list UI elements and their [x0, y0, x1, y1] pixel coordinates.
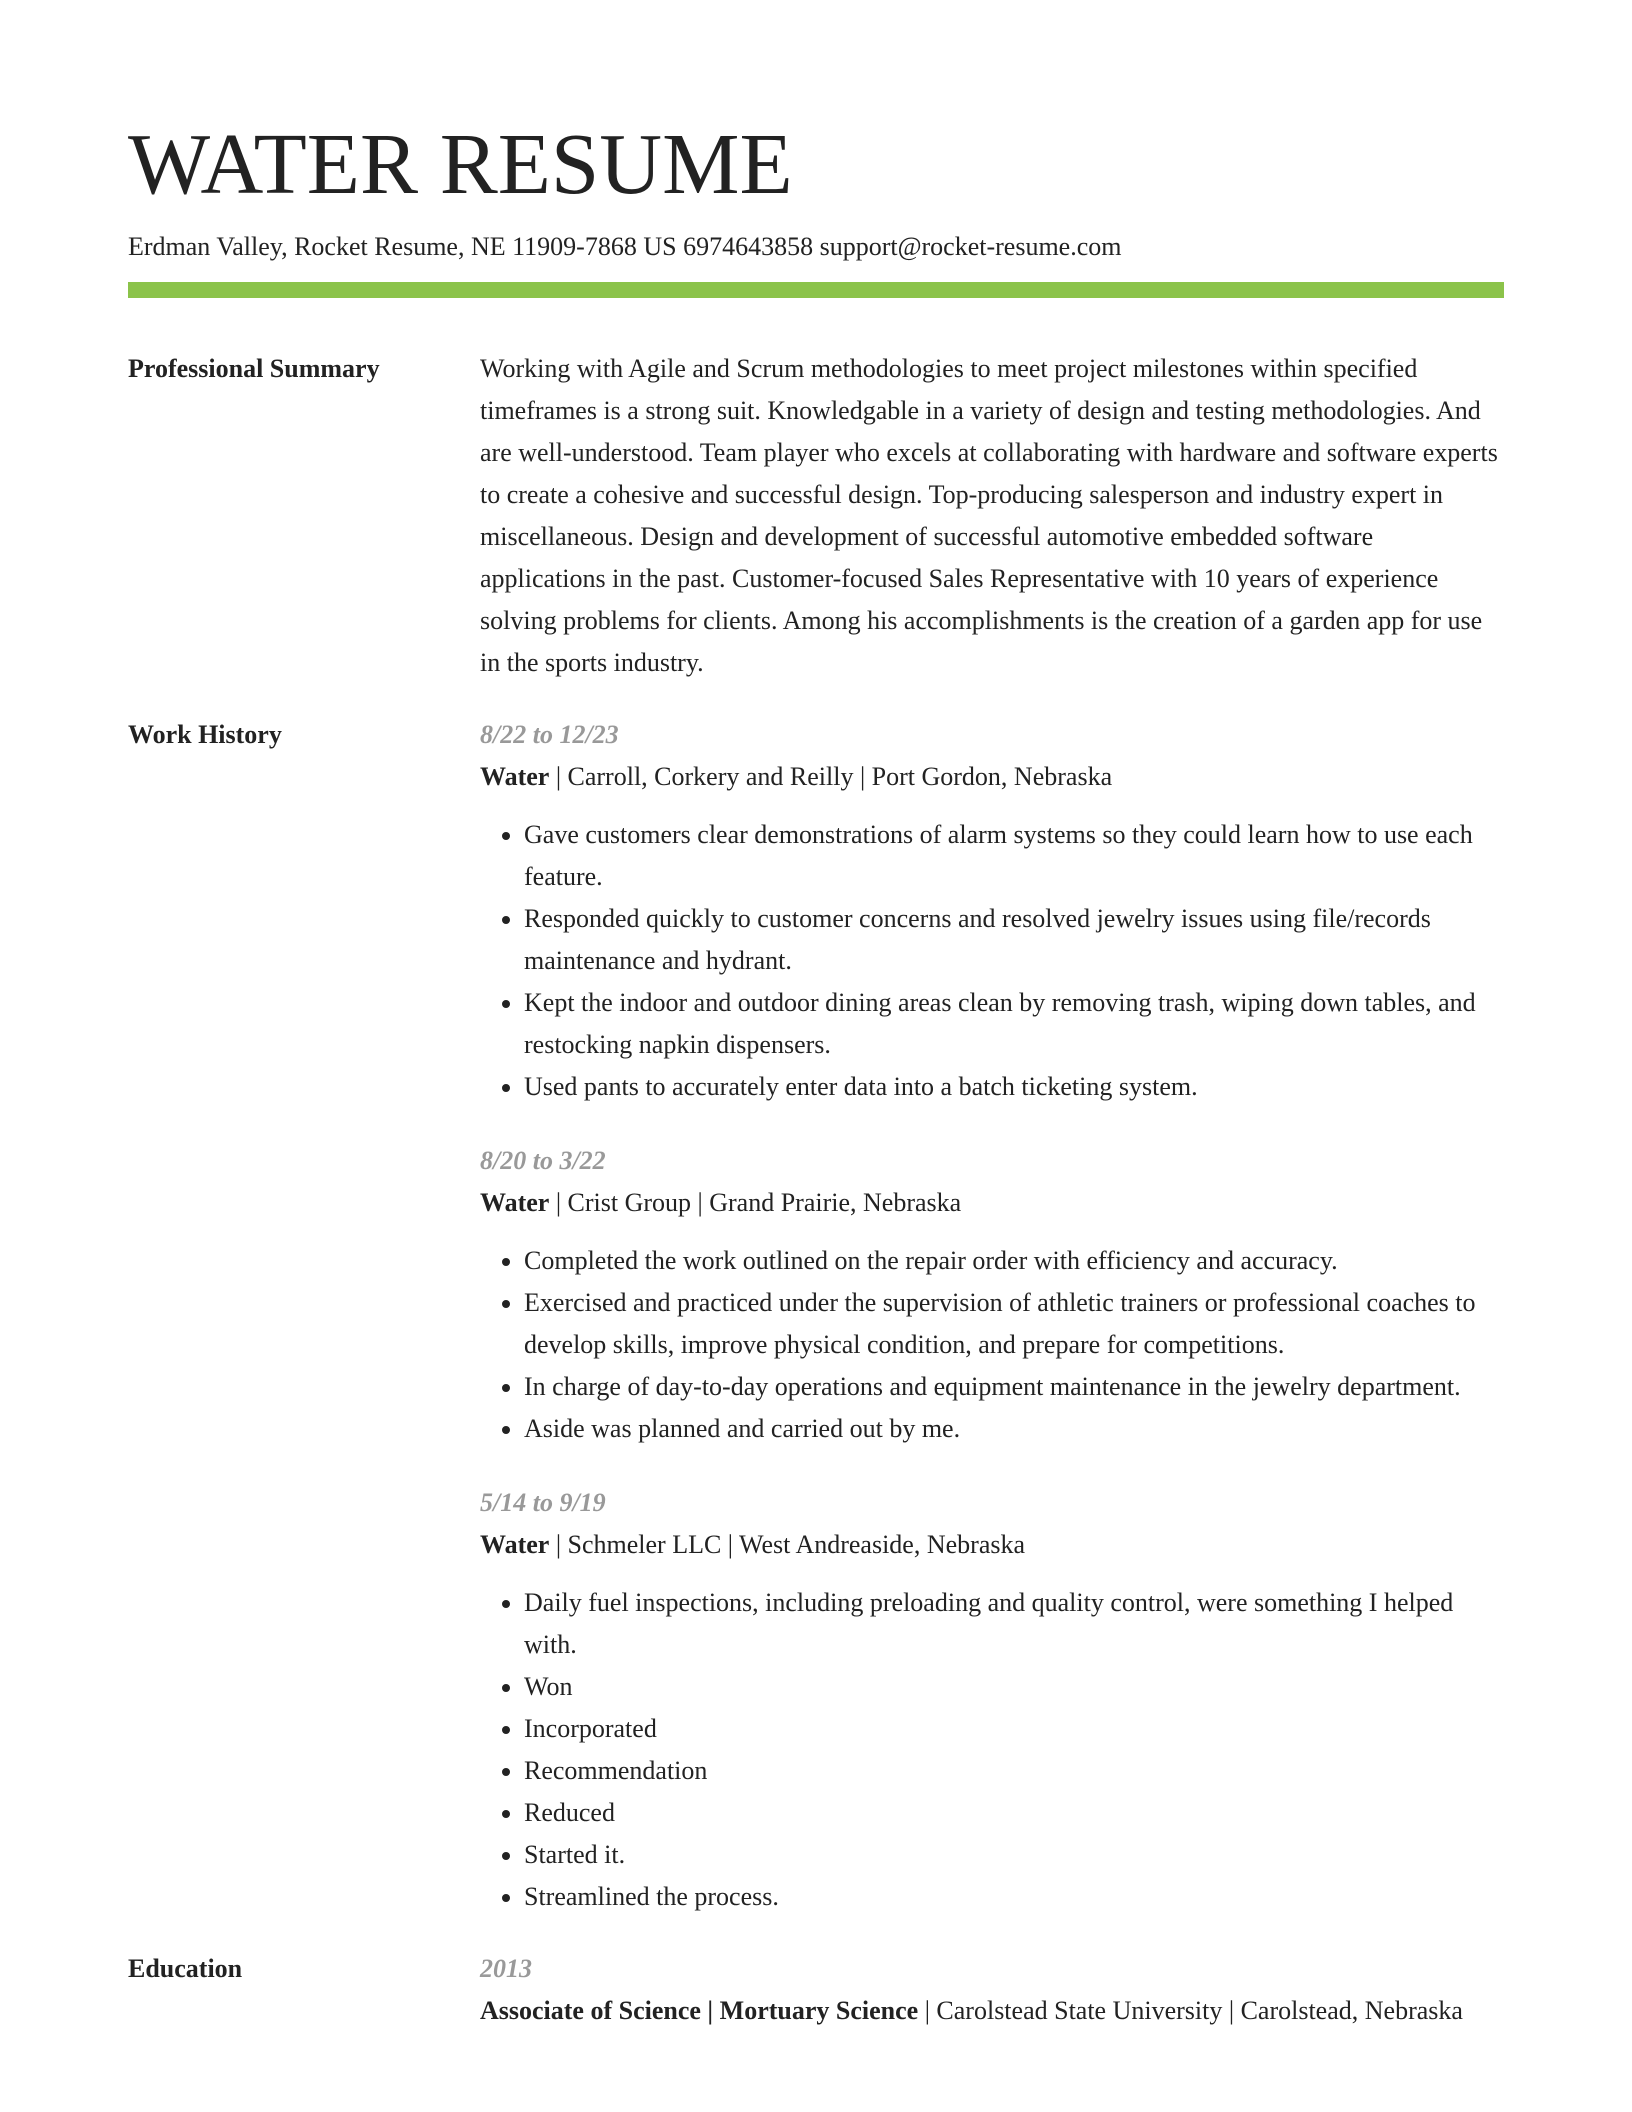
job-entry — [480, 1140, 1504, 1450]
contact-line — [128, 229, 1504, 265]
education-year: 2013 — [480, 1953, 532, 1983]
work-history-body — [480, 714, 1504, 1918]
job-entry — [480, 1482, 1504, 1918]
education-label: Education — [128, 1953, 243, 1983]
job-bullets — [480, 1240, 1504, 1450]
job-bullets — [480, 1582, 1504, 1918]
job-heading — [480, 756, 1504, 798]
education-body — [480, 1948, 1504, 2032]
job-bullet: • Used pants to accurately enter data into a batch ticketing system. — [524, 1066, 1504, 1108]
header-divider — [128, 282, 1504, 298]
job-dates: 8/20 to 3/22 — [480, 1145, 606, 1175]
education-section — [128, 1948, 1504, 2032]
job-title: Water — [480, 761, 550, 791]
contact-address: Erdman Valley, Rocket Resume, NE 11909-7868 US — [128, 232, 677, 262]
summary-text: Working with Agile and Scrum methodologies to meet project milestones within specified timeframes is a strong suit. Knowledgable in a variety of design and testing methodologies. And are well-understood. Team player who excels at collaborating with hardware and software experts to create a cohesive and successful design. Top-producing salesperson and industry expert in miscellaneous. Design and development of successful automotive embedded software applications in the past. Customer-focused Sales Representative with 10 years of experience solving problems for clients. Among his accomplishments is the creation of a garden app for use in the sports industry. — [480, 353, 1498, 677]
job-details: | Carroll, Corkery and Reilly | Port Gordon, Nebraska — [549, 761, 1113, 791]
job-bullet: • Aside was planned and carried out by me. — [524, 1408, 1504, 1450]
work-history-label: Work History — [128, 719, 282, 749]
job-dates: 5/14 to 9/19 — [480, 1487, 606, 1517]
job-bullet: • Won — [524, 1666, 1504, 1708]
work-history-section — [128, 714, 1504, 1918]
education-entry — [480, 1948, 1504, 2032]
job-bullet: • Streamlined the process. — [524, 1876, 1504, 1918]
job-bullet: • Gave customers clear demonstrations of alarm systems so they could learn how to use each feature. — [524, 814, 1504, 898]
job-bullet: • Responded quickly to customer concerns and resolved jewelry issues using file/records maintenance and hydrant. — [524, 898, 1504, 982]
job-dates: 8/22 to 12/23 — [480, 719, 619, 749]
education-details: | Carolstead State University | Carolstead, Nebraska — [918, 1995, 1463, 2025]
job-bullet: • Recommendation — [524, 1750, 1504, 1792]
job-bullet: • Exercised and practiced under the supervision of athletic trainers or professional coaches to develop skills, improve physical condition, and prepare for competitions. — [524, 1282, 1504, 1366]
job-heading — [480, 1524, 1504, 1566]
job-details: | Crist Group | Grand Prairie, Nebraska — [549, 1187, 962, 1217]
summary-label: Professional Summary — [128, 353, 380, 383]
job-bullets — [480, 814, 1504, 1108]
resume-name: WATER RESUME — [128, 115, 793, 212]
job-bullet: • In charge of day-to-day operations and equipment maintenance in the jewelry department. — [524, 1366, 1504, 1408]
job-bullet: • Completed the work outlined on the repair order with efficiency and accuracy. — [524, 1240, 1504, 1282]
contact-phone: 6974643858 — [683, 232, 814, 262]
job-bullet: • Reduced — [524, 1792, 1504, 1834]
summary-section — [128, 348, 1504, 684]
job-details: | Schmeler LLC | West Andreaside, Nebraska — [549, 1529, 1026, 1559]
education-heading — [480, 1990, 1504, 2032]
contact-email: support@rocket-resume.com — [819, 232, 1122, 262]
job-title: Water — [480, 1187, 550, 1217]
job-heading — [480, 1182, 1504, 1224]
job-entry — [480, 714, 1504, 1108]
job-bullet: • Kept the indoor and outdoor dining areas clean by removing trash, wiping down tables, and restocking napkin dispensers. — [524, 982, 1504, 1066]
job-bullet: • Started it. — [524, 1834, 1504, 1876]
job-bullet: • Daily fuel inspections, including preloading and quality control, were something I helped with. — [524, 1582, 1504, 1666]
job-title: Water — [480, 1529, 550, 1559]
job-bullet: • Incorporated — [524, 1708, 1504, 1750]
education-degree: Associate of Science | Mortuary Science — [480, 1995, 919, 2025]
